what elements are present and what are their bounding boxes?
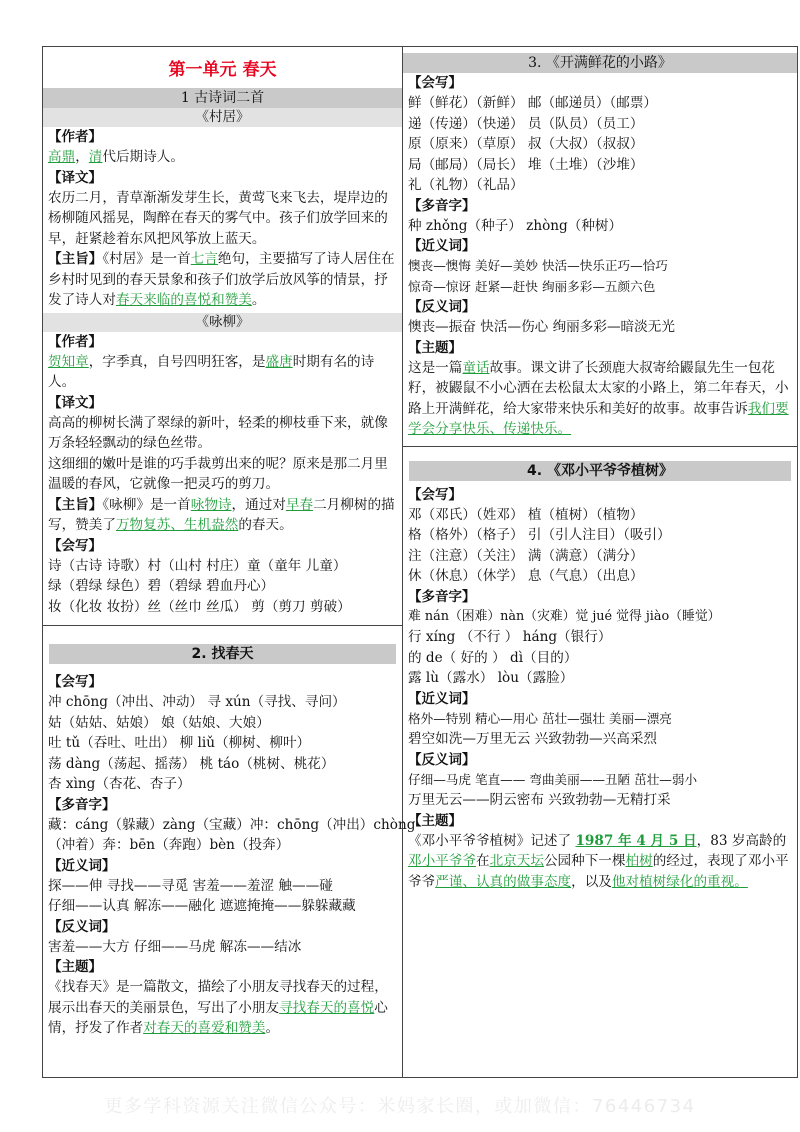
- poem1-translation: 农历二月，青草渐渐发芽生长，黄莺飞来飞去，堤岸边的杨柳随风摇晃，陶醉在春天的雾气中。孩子们放学回来的早，赶紧趁着东风把风筝放上蓝天。: [48, 189, 388, 247]
- translation-label: 【译文】: [48, 169, 102, 186]
- lesson2-theme: [43, 977, 402, 1039]
- text: 。: [265, 1020, 280, 1036]
- highlight: 严谨、认真的做事态度: [435, 873, 572, 890]
- highlight: 七言: [190, 251, 218, 267]
- synonym-line: 格外—特别 精心—用心 茁壮—强壮 美丽—漂亮: [408, 710, 672, 726]
- write-line: 冲 chōng（冲出、冲动） 寻 xún（寻找、寻问）: [48, 694, 346, 710]
- write-label: 【会写】: [48, 537, 102, 554]
- highlight: 北京天坛: [489, 853, 544, 869]
- text: 《咏柳》是一首: [102, 496, 191, 513]
- write-line: 姑（姑姑、姑娘） 娘（姑娘、大娘）: [48, 714, 270, 731]
- lesson3-title: 3. 《开满鲜花的小路》: [403, 53, 797, 73]
- text: 《找春天》是一篇散文，描绘了小朋友寻找春天的过程，展示出春天的美丽景色，写出了小朋友: [48, 979, 388, 1016]
- highlight: 对春天的喜爱和赞美: [143, 1020, 266, 1036]
- lesson4-title: 4. 《邓小平爷爷植树》: [409, 461, 791, 481]
- highlight: 贺知章: [48, 353, 89, 370]
- highlight: 高鼎: [48, 149, 76, 165]
- write-line: 妆（化妆 妆扮）丝（丝巾 丝瓜） 剪（剪刀 剪破）: [48, 598, 351, 615]
- theme-label: 【主题】: [408, 339, 462, 356]
- text: 《邓小平爷爷植树》记述了: [408, 832, 576, 849]
- highlight: 邓小平爷爷: [408, 853, 476, 869]
- text: 的春天。: [238, 517, 293, 533]
- theme-label: 【主旨】: [48, 251, 103, 267]
- poem2-translation-1: 高高的柳树长满了翠绿的新叶，轻柔的柳枝垂下来，就像万条轻轻飘动的绿色丝带。: [48, 414, 388, 451]
- highlight: 清: [88, 149, 103, 165]
- write-line: 荡 dàng（荡起、摇荡） 桃 táo（桃树、桃花）: [48, 755, 335, 772]
- polyphone-line: （冲着）奔：bēn（奔跑）bèn（投奔）: [48, 837, 290, 853]
- polyphone-line: 露 lù（露水） lòu（露脸）: [408, 670, 574, 686]
- write-line: 鲜（鲜花）（新鲜） 邮（邮递员）（邮票）: [408, 95, 658, 111]
- write-line: 注（注意）（关注） 满（满意）（满分）: [408, 547, 644, 564]
- poem1-title: 《村居》: [43, 108, 402, 127]
- text: 。: [251, 292, 266, 308]
- write-label: 【会写】: [48, 674, 102, 690]
- antonym-label: 【反义词】: [408, 299, 476, 315]
- highlight: 咏物诗: [190, 496, 232, 513]
- text: 这是一篇: [408, 359, 463, 376]
- antonym-line: 万里无云——阴云密布 兴致勃勃—无精打采: [408, 792, 671, 808]
- polyphone-line: 的 de（ 好的 ） dì（目的）: [408, 649, 578, 666]
- text: ，83 岁高龄的: [696, 832, 787, 849]
- synonym-label: 【近义词】: [48, 857, 116, 874]
- write-line: 递（传递）（快递） 员（队员）（员工）: [408, 115, 644, 132]
- write-label: 【会写】: [408, 75, 462, 91]
- synonym-line: 惊奇—惊讶 赶紧—赶快 绚丽多彩—五颜六色: [408, 278, 656, 294]
- lesson1-title: 1 古诗词二首: [43, 88, 402, 108]
- theme-label: 【主旨】: [48, 496, 103, 513]
- write-line: 礼（礼物）（礼品）: [408, 177, 524, 193]
- polyphone-label: 【多音字】: [408, 588, 476, 605]
- poem2-author: [43, 352, 402, 393]
- poem2-title: 《咏柳》: [43, 313, 402, 332]
- theme-label: 【主题】: [408, 812, 462, 829]
- poem2-theme: [43, 495, 402, 536]
- text: 的经过，表现了邓小平爷爷: [408, 853, 789, 890]
- polyphone-label: 【多音字】: [408, 197, 476, 214]
- write-line: 杏 xìng（杏花、杏子）: [48, 776, 191, 792]
- write-label: 【会写】: [408, 486, 462, 503]
- highlight: 盛唐: [265, 353, 293, 370]
- write-line: 局（邮局）（局长） 堆（土堆）（沙堆）: [408, 156, 644, 173]
- translation-label: 【译文】: [48, 394, 102, 411]
- poem2-translation-2: 这细细的嫩叶是谁的巧手裁剪出来的呢？原来是那二月里温暖的春风，它就像一把灵巧的剪刀。: [48, 455, 388, 492]
- section-divider: [403, 446, 797, 447]
- polyphone-line: 藏：cáng（躲藏）zàng（宝藏）冲：chōng（冲出）chòng: [48, 816, 416, 833]
- text: 《村居》是一首: [102, 251, 191, 267]
- write-line: 邓（邓氏）（姓邓） 植（植树）（植物）: [408, 506, 644, 523]
- watermark-footer: 更多学科资源关注微信公众号：米妈家长圈，或加微信：76446734: [104, 1096, 696, 1117]
- highlight: 柏树: [625, 853, 653, 869]
- lesson2-title: 2. 找春天: [49, 644, 396, 664]
- author-label: 【作者】: [48, 333, 102, 350]
- write-line: 吐 tǔ（吞吐、吐出） 柳 liǔ（柳树、柳叶）: [48, 735, 311, 751]
- text: 时期有名的诗人。: [48, 353, 375, 390]
- text: ，通过对: [231, 496, 286, 513]
- study-sheet: [42, 46, 798, 1078]
- synonym-line: 懊丧—懊悔 美好—美妙 快活—快乐正巧—恰巧: [408, 258, 668, 273]
- polyphone-line: 种 zhǒng（种子） zhòng（种树）: [408, 217, 623, 234]
- text: 代后期诗人。: [102, 149, 184, 165]
- highlight: 寻找春天的喜悦: [279, 999, 375, 1016]
- theme-label: 【主题】: [48, 959, 102, 975]
- text: 心情，抒发了作者: [48, 999, 388, 1036]
- poem1-author: [43, 147, 402, 168]
- highlight: 1987 年 4 月 5 日: [575, 832, 697, 849]
- write-line: 原（原来）（草原） 叔（大叔）（叔叔）: [408, 136, 644, 152]
- text: ，以及: [571, 873, 612, 890]
- author-label: 【作者】: [48, 129, 102, 145]
- write-line: 诗（古诗 诗歌）村（山村 村庄）童（童年 儿童）: [48, 557, 347, 574]
- text: 二月柳树的描写，赞美了: [48, 496, 395, 533]
- poem1-theme: [43, 249, 402, 311]
- highlight: 童话: [462, 359, 490, 376]
- antonym-line: 懊丧—振奋 快活—伤心 绚丽多彩—暗淡无光: [408, 319, 675, 335]
- synonym-line: 探——伸 寻找——寻觅 害羞——羞涩 触——碰: [48, 877, 333, 894]
- antonym-line: 仔细—马虎 笔直—— 弯曲美丽——丑陋 茁壮—弱小: [408, 771, 698, 787]
- synonym-label: 【近义词】: [408, 238, 476, 254]
- write-line: 绿（碧绿 绿色）碧（碧绿 碧血丹心）: [48, 578, 275, 594]
- section-divider: [43, 625, 402, 626]
- antonym-label: 【反义词】: [408, 751, 476, 768]
- write-line: 格（格外）（格子） 引（引人注目）（吸引）: [408, 527, 671, 543]
- highlight: 万物复苏、生机盎然: [115, 517, 239, 533]
- text: 故事。课文讲了长颈鹿大叔寄给鼹鼠先生一包花籽，被鼹鼠不小心洒在去松鼠太太家的小路上，第二年春天，小路上开满鲜花，给大家带来快乐和美好的故事。故事告诉: [408, 359, 789, 417]
- synonym-line: 碧空如洗—万里无云 兴致勃勃—兴高采烈: [408, 731, 658, 747]
- synonym-line: 仔细——认真 解冻——融化 遮遮掩掩——躲躲藏藏: [48, 898, 356, 914]
- highlight: 我们要学会分享快乐、传递快乐。: [408, 400, 789, 437]
- highlight: 早春: [285, 496, 314, 513]
- polyphone-line: 难 nán（困难）nàn（灾难）觉 jué 觉得 jiào（睡觉）: [408, 608, 721, 624]
- highlight: 他对植树绿化的重视。: [611, 873, 748, 890]
- polyphone-label: 【多音字】: [48, 796, 116, 813]
- lesson3-theme: [403, 358, 797, 440]
- antonym-line: 害羞——大方 仔细——马虎 解冻——结冰: [48, 938, 302, 955]
- antonym-label: 【反义词】: [48, 918, 116, 935]
- polyphone-line: 行 xíng （不行 ） háng（银行）: [408, 629, 612, 645]
- text: ，: [75, 149, 89, 165]
- text: ，字季真，自号四明狂客，是: [88, 353, 266, 370]
- right-column: [403, 47, 797, 1077]
- left-column: [43, 47, 416, 1077]
- text: 绝句，主要描写了诗人居住在乡村时见到的春天景象和孩子们放学后放风筝的情景，抒发了诗人对: [48, 251, 395, 308]
- lesson4-theme: [403, 831, 797, 893]
- write-line: 休（休息）（休学） 息（气息）（出息）: [408, 568, 644, 584]
- synonym-label: 【近义词】: [408, 690, 476, 707]
- text: 在: [475, 853, 490, 869]
- text: 公园种下一棵: [543, 853, 626, 869]
- highlight: 春天来临的喜悦和赞美: [115, 292, 252, 308]
- unit-title: 第一单元 春天: [168, 60, 277, 80]
